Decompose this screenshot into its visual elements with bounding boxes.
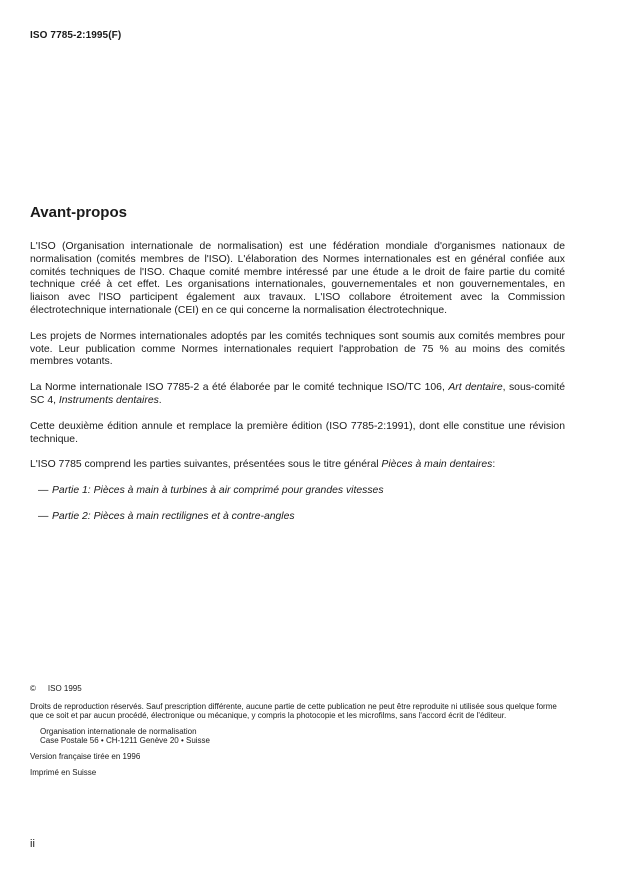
paragraph-committee bbox=[30, 382, 565, 408]
version-note: Version française tirée en 1996 bbox=[30, 751, 141, 761]
parts-list bbox=[30, 485, 565, 524]
committee-name: Art dentaire bbox=[448, 382, 503, 394]
paragraph-parts-intro bbox=[30, 459, 565, 472]
part-title: Pièces à main à turbines à air comprimé pour grandes vitesses bbox=[90, 485, 384, 497]
copyright-block bbox=[30, 684, 570, 783]
paragraph-edition: Cette deuxième édition annule et remplace la première édition (ISO 7785-2:1991), dont elle constitue une révision technique. bbox=[30, 420, 565, 445]
list-item bbox=[30, 485, 565, 498]
copyright-symbol: © bbox=[30, 684, 36, 693]
part-title: Pièces à main rectilignes et à contre-angles bbox=[90, 510, 295, 522]
paragraph-voting: Les projets de Normes internationales adoptés par les comités techniques sont soumis aux comités membres pour vote. Leur publication comme Normes internationales requiert l'approbation de 75 % au moins des comités membres votants. bbox=[30, 330, 565, 368]
committee-text-start: La Norme internationale ISO 7785-2 a été élaborée par le comité technique ISO/TC 106, bbox=[30, 382, 449, 394]
dash-bullet: — bbox=[38, 485, 49, 497]
page-number: ii bbox=[30, 838, 35, 850]
printed-note: Imprimé en Suisse bbox=[30, 767, 97, 777]
dash-bullet: — bbox=[38, 510, 49, 522]
subcommittee-name: Instruments dentaires bbox=[58, 394, 159, 406]
document-reference: ISO 7785-2:1995(F) bbox=[30, 30, 122, 41]
postal-address: Case Postale 56 • CH-1211 Genève 20 • Suisse bbox=[40, 736, 210, 746]
publisher-address bbox=[40, 727, 570, 746]
general-title: Pièces à main dentaires bbox=[381, 459, 493, 471]
parts-intro-start: L'ISO 7785 comprend les parties suivantes, présentées sous le titre général bbox=[30, 459, 382, 471]
paragraph-iso-description: L'ISO (Organisation internationale de normalisation) est une fédération mondiale d'organismes nationaux de normalisation (comités membres de l'ISO). L'élaboration des Normes internationales est en général confiée aux comités techniques de l'ISO. Chaque comité membre intéressé par une étude a le droit de faire partie du comité technique créé à cet effet. Les organisations internationales, gouvernementales et non gouvernementales, en liaison avec l'ISO participent également aux travaux. L'ISO collabore étroitement avec la Commission électrotechnique internationale (CEI) en ce qui concerne la normalisation électrotechnique. bbox=[30, 241, 565, 316]
publisher-name: Organisation internationale de normalisation bbox=[40, 726, 197, 736]
foreword-body bbox=[30, 241, 565, 537]
parts-intro-end: : bbox=[492, 459, 496, 471]
rights-statement: Droits de reproduction réservés. Sauf prescription différente, aucune partie de cette publication ne peut être reproduite ni utilisée sous quelque forme que ce soit et par aucun procédé, électronique ou mécanique, y compris la photocopie et les microfilms, sans l'accord écrit de l'éditeur. bbox=[30, 701, 557, 721]
part-label: Partie 2: bbox=[52, 510, 91, 522]
copyright-line bbox=[30, 684, 570, 694]
copyright-text: ISO 1995 bbox=[47, 684, 82, 693]
committee-text-mid: , sous-comité SC 4, bbox=[30, 382, 565, 406]
part-label: Partie 1: bbox=[52, 485, 91, 497]
section-title: Avant-propos bbox=[30, 204, 127, 221]
committee-text-end: . bbox=[158, 394, 162, 406]
list-item bbox=[30, 511, 565, 524]
